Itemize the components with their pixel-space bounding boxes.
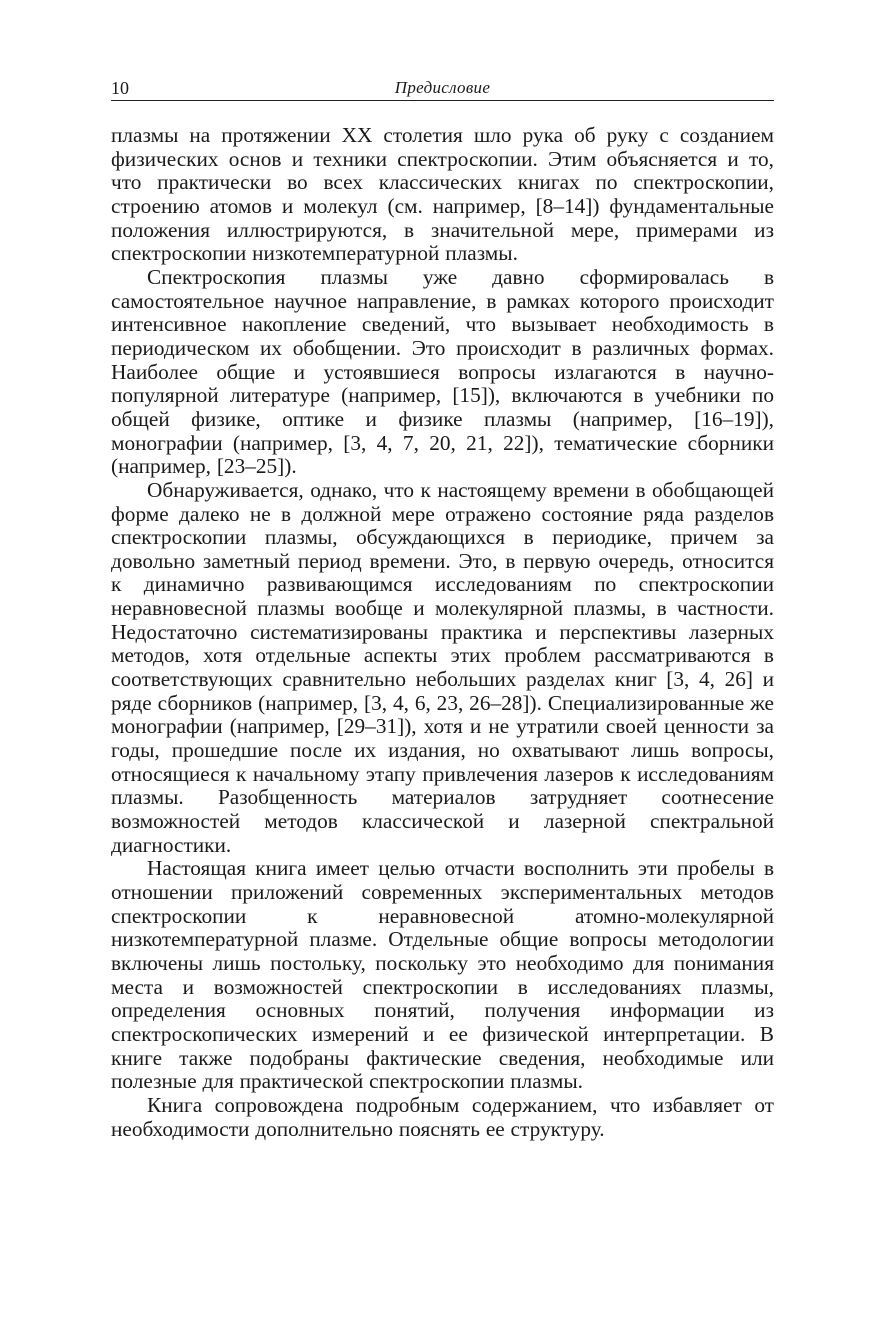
paragraph: Книга сопровождена подробным содержанием, что избавляет от необходимости дополнительно пояснять ее структуру. <box>111 1092 774 1141</box>
paragraph: Спектроскопия плазмы уже давно сформировалась в самостоятельное научное направление, в рамках которого происходит интенсивное накопление сведений, что вызывает необходимость в периодическом их обобщении. Это происходит в различных формах. Наиболее общие и устоявшиеся вопросы излагаются в научно-популярной литературе (например, [15]), включаются в учебники по общей физике, оптике и физике плазмы (например, [16–19]), монографии (например, [3, 4, 7, 20, 21, 22]), тематические сборники (например, [23–25]). <box>111 264 774 479</box>
paragraph-continuation: плазмы на протяжении XX столетия шло рука об руку с созданием физических основ и техники спектроскопии. Этим объясняется и то, что практически во всех классических книгах по спектроскопии, строению атомов и молекул (см. например, [8–14]) фундаментальные положения иллюстрируются, в значительной мере, примерами из спектроскопии низкотемпературной плазмы. <box>111 123 774 266</box>
page-number: 10 <box>111 78 129 98</box>
paragraph: Обнаруживается, однако, что к настоящему времени в обобщающей форме далеко не в должной мере отражено состояние ряда разделов спектроскопии плазмы, обсуждающихся в периодике, причем за довольно заметный период времени. Это, в первую очередь, относится к динамично развивающимся исследованиям по спектроскопии неравновесной плазмы вообще и молекулярной плазмы, в частности. Недостаточно систематизированы практика и перспективы лазерных методов, хотя отдельные аспекты этих проблем рассматриваются в соответствующих сравнительно небольших разделах книг [3, 4, 26] и ряде сборников (например, [3, 4, 6, 23, 26–28]). Специализированные же монографии (например, [29–31]), хотя и не утратили своей ценности за годы, прошедшие после их издания, но охватывают лишь вопросы, относящиеся к начальному этапу привлечения лазеров к исследованиям плазмы. Разобщенность материалов затрудняет соотнесение возможностей методов классической и лазерной спектральной диагностики. <box>111 477 774 857</box>
paragraph: Настоящая книга имеет целью отчасти восполнить эти пробелы в отношении приложений современных экспериментальных методов спектроскопии к неравновесной атомно-молекулярной низкотемпературной плазме. Отдельные общие вопросы методологии включены лишь постольку, поскольку это необходимо для понимания места и возможностей спектроскопии в исследованиях плазмы, определения основных понятий, получения информации из спектроскопических измерений и ее физической интерпретации. В книге также подобраны фактические сведения, необходимые или полезные для практической спектроскопии плазмы. <box>111 856 774 1094</box>
running-head <box>111 76 774 101</box>
page-body <box>111 124 774 1141</box>
section-title: Предисловие <box>394 78 491 97</box>
